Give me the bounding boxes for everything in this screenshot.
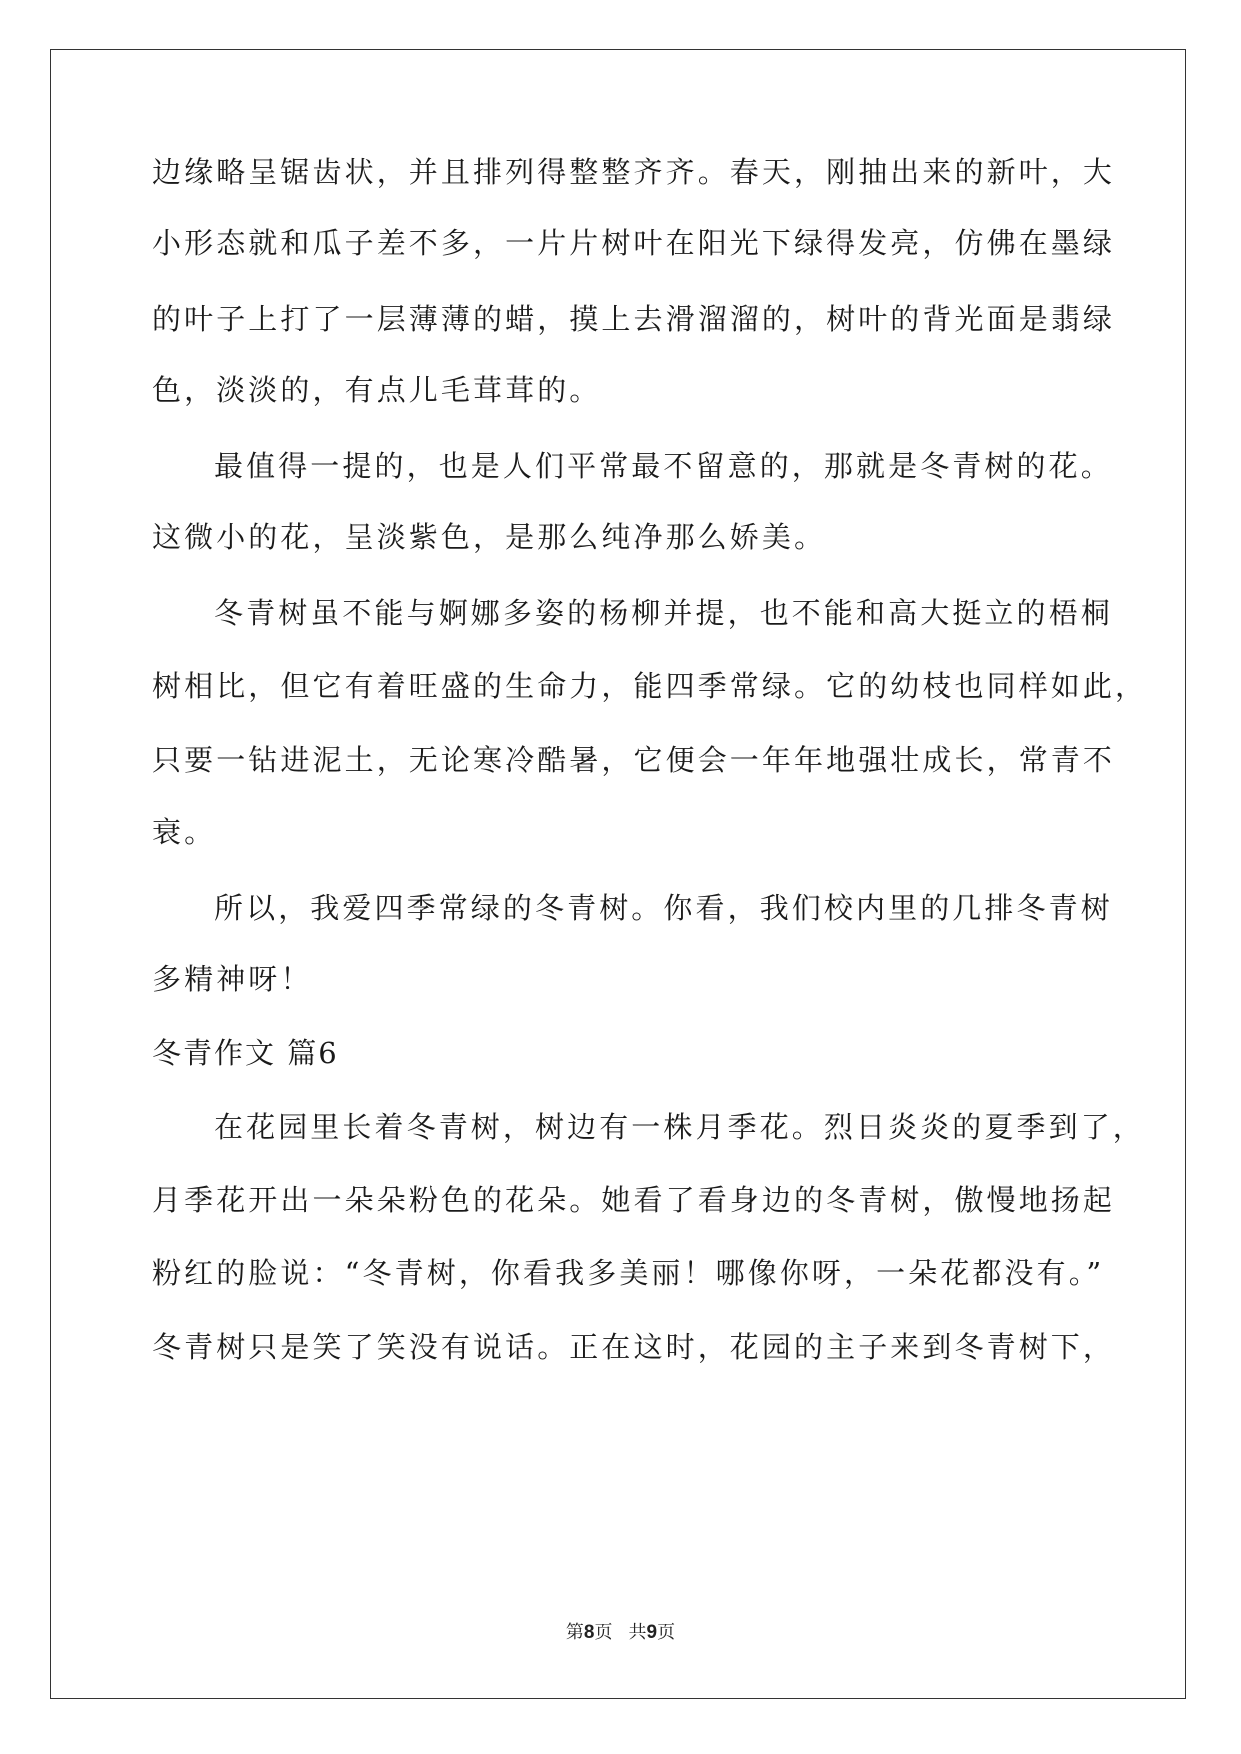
page-suffix: 页 bbox=[594, 1622, 613, 1643]
total-prefix: 共 bbox=[628, 1622, 647, 1643]
total-suffix: 页 bbox=[657, 1622, 676, 1643]
body-line: 小形态就和瓜子差不多，一片片树叶在阳光下绿得发亮，仿佛在墨绿 bbox=[152, 226, 1116, 260]
body-line: 冬青树虽不能与婀娜多姿的杨柳并提，也不能和高大挺立的梧桐 bbox=[214, 596, 1113, 630]
body-line: 在花园里长着冬青树，树边有一株月季花。烈日炎炎的夏季到了， bbox=[214, 1110, 1145, 1144]
page-border bbox=[50, 49, 1186, 1699]
body-line: 冬青树只是笑了笑没有说话。正在这时，花园的主子来到冬青树下， bbox=[152, 1330, 1116, 1364]
body-line: 只要一钻进泥土，无论寒冷酷暑，它便会一年年地强壮成长，常青不 bbox=[152, 743, 1116, 777]
body-line: 最值得一提的，也是人们平常最不留意的，那就是冬青树的花。 bbox=[214, 449, 1113, 483]
body-line: 色，淡淡的，有点儿毛茸茸的。 bbox=[152, 373, 602, 407]
body-line: 树相比，但它有着旺盛的生命力，能四季常绿。它的幼枝也同样如此， bbox=[152, 669, 1148, 703]
body-line: 边缘略呈锯齿状，并且排列得整整齐齐。春天，刚抽出来的新叶，大 bbox=[152, 155, 1116, 189]
body-line: 这微小的花，呈淡紫色，是那么纯净那么娇美。 bbox=[152, 520, 827, 554]
body-line: 多精神呀！ bbox=[152, 962, 313, 996]
body-line: 衰。 bbox=[152, 815, 217, 849]
body-line: 月季花开出一朵朵粉色的花朵。她看了看身边的冬青树，傲慢地扬起 bbox=[152, 1183, 1116, 1217]
page-footer bbox=[0, 1618, 1241, 1644]
section-heading: 冬青作文 篇6 bbox=[152, 1036, 339, 1070]
total-pages-number: 9 bbox=[646, 1622, 658, 1643]
body-line: 的叶子上打了一层薄薄的蜡，摸上去滑溜溜的，树叶的背光面是翡绿 bbox=[152, 302, 1116, 336]
page-prefix: 第 bbox=[565, 1622, 584, 1643]
current-page-number: 8 bbox=[583, 1622, 595, 1643]
body-line: 粉红的脸说：“冬青树，你看我多美丽！哪像你呀，一朵花都没有。” bbox=[152, 1256, 1105, 1290]
body-line: 所以，我爱四季常绿的冬青树。你看，我们校内里的几排冬青树 bbox=[214, 891, 1113, 925]
